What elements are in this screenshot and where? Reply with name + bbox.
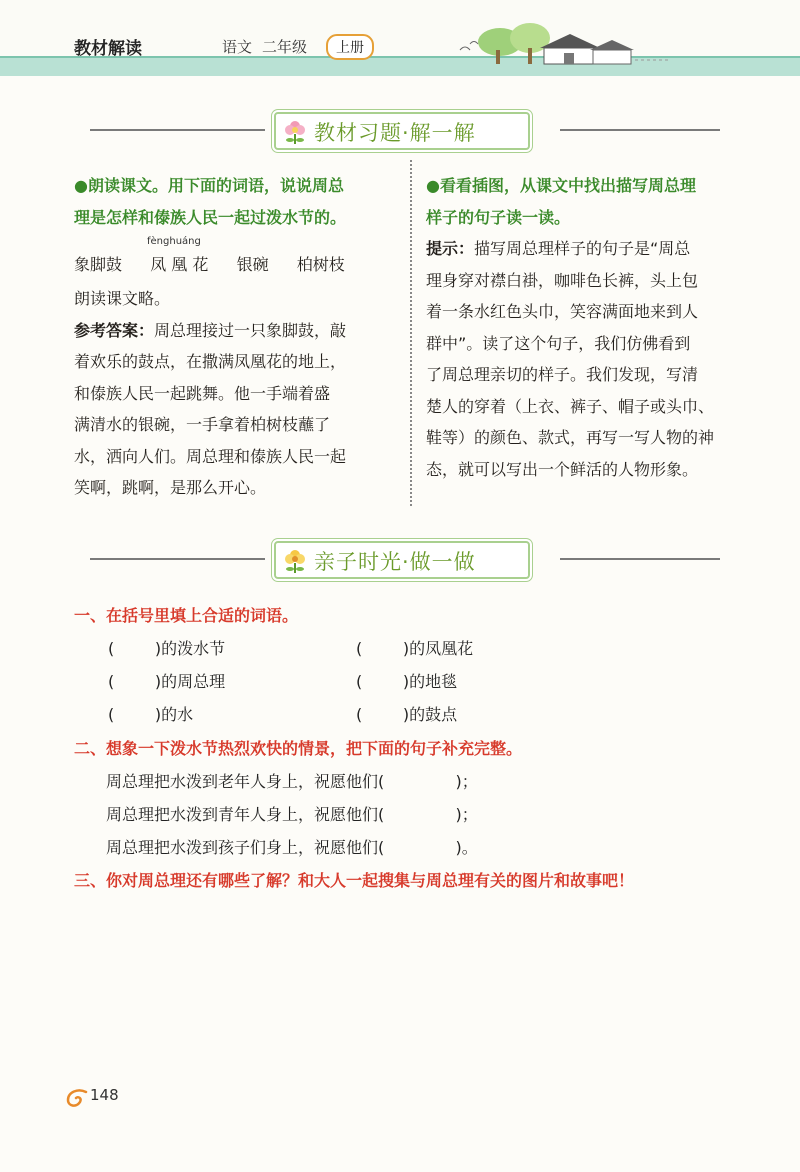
left-question-line1: ●朗读课文。用下面的词语，说说周总	[74, 176, 344, 195]
q2-sentence: 周总理把水泼到老年人身上，祝愿他们( )；	[106, 772, 478, 791]
word-item: 象脚鼓	[74, 255, 123, 274]
answer-line: 着欢乐的鼓点，在撒满凤凰花的地上，	[74, 352, 347, 371]
flower-icon	[280, 116, 310, 146]
answer-line: 笑啊，跳啊，是那么开心。	[74, 478, 267, 497]
section1-right-rule	[560, 129, 720, 131]
q2-title: 二、想象一下泼水节热烈欢快的情景，把下面的句子补充完整。	[74, 739, 523, 758]
page-number: 148	[90, 1086, 119, 1104]
section2-right-rule	[560, 558, 720, 560]
hint-line: 楚人的穿着（上衣、裤子、帽子或头巾、	[426, 396, 715, 416]
answer-line: 和傣族人民一起跳舞。他一手端着盛	[74, 383, 331, 403]
section2-title: 亲子时光·做一做	[314, 550, 476, 574]
word-item: 凤 凰 花	[150, 255, 209, 274]
vocabulary-words	[74, 252, 345, 275]
header-volume-badge: 上册	[326, 34, 374, 60]
section1-title-box	[274, 112, 530, 150]
header-subject: 语文	[222, 38, 253, 56]
answer-line: 周总理接过一只象脚鼓，敲	[154, 320, 347, 340]
q1-item: ( )的凤凰花	[356, 639, 474, 658]
section1-left-rule	[90, 129, 265, 131]
hint-line: 描写周总理样子的句子是“周总	[474, 239, 691, 258]
flower-icon	[280, 545, 310, 575]
q1-item: ( )的地毯	[356, 672, 458, 691]
hint-line: 着一条水红色头巾，笑容满面地来到人	[426, 302, 699, 321]
q2-sentence: 周总理把水泼到孩子们身上，祝愿他们( )。	[106, 838, 478, 857]
q1-item: ( )的水	[108, 705, 194, 724]
page-curl-icon	[64, 1088, 90, 1110]
section1-left-answer	[74, 283, 404, 504]
left-question-line2: 理是怎样和傣族人民一起过泼水节的。	[74, 207, 347, 227]
q1-item: ( )的周总理	[108, 672, 226, 691]
answer-line: 满清水的银碗，一手拿着柏树枝蘸了	[74, 415, 331, 434]
right-question-line1: ●看看插图，从课文中找出描写周总理	[426, 176, 696, 195]
answer-line: 水，洒向人们。周总理和傣族人民一起	[74, 446, 347, 466]
word-item: 柏树枝	[296, 255, 345, 274]
header-scallop	[0, 70, 800, 78]
q3-title: 三、你对周总理还有哪些了解？和大人一起搜集与周总理有关的图片和故事吧！	[74, 871, 635, 890]
pinyin-annotation: fènghuáng	[147, 236, 201, 247]
hint-line: 群中”。读了这个句子，我们仿佛看到	[426, 333, 691, 353]
q1-item: ( )的泼水节	[108, 639, 226, 658]
hint-label: 提示：	[426, 239, 475, 258]
hint-line: 态，就可以写出一个鲜活的人物形象。	[426, 459, 699, 479]
hint-line: 鞋等）的颜色、款式，再写一写人物的神	[426, 428, 715, 447]
read-note: 朗读课文略。	[74, 289, 171, 308]
section2-title-box	[274, 541, 530, 579]
section1-title: 教材习题·解一解	[314, 121, 476, 145]
village-scene-icon	[440, 20, 670, 70]
section2-left-rule	[90, 558, 265, 560]
word-item: 银碗	[236, 255, 269, 274]
q1-item: ( )的鼓点	[356, 705, 458, 724]
header-grade: 二年级	[262, 38, 308, 56]
page-header	[0, 0, 800, 74]
hint-line: 了周总理亲切的样子。我们发现，写清	[426, 365, 699, 384]
q2-sentence: 周总理把水泼到青年人身上，祝愿他们( )；	[106, 805, 478, 824]
answer-label: 参考答案：	[74, 320, 155, 340]
q1-title: 一、在括号里填上合适的词语。	[74, 606, 299, 625]
hint-line: 理身穿对襟白褂，咖啡色长裤，头上包	[426, 270, 699, 290]
section1-right-column	[426, 170, 766, 485]
header-section-title: 教材解读	[74, 39, 142, 59]
right-question-line2: 样子的句子读一读。	[426, 207, 571, 227]
section1-left-column	[74, 170, 404, 233]
column-divider	[410, 160, 412, 506]
